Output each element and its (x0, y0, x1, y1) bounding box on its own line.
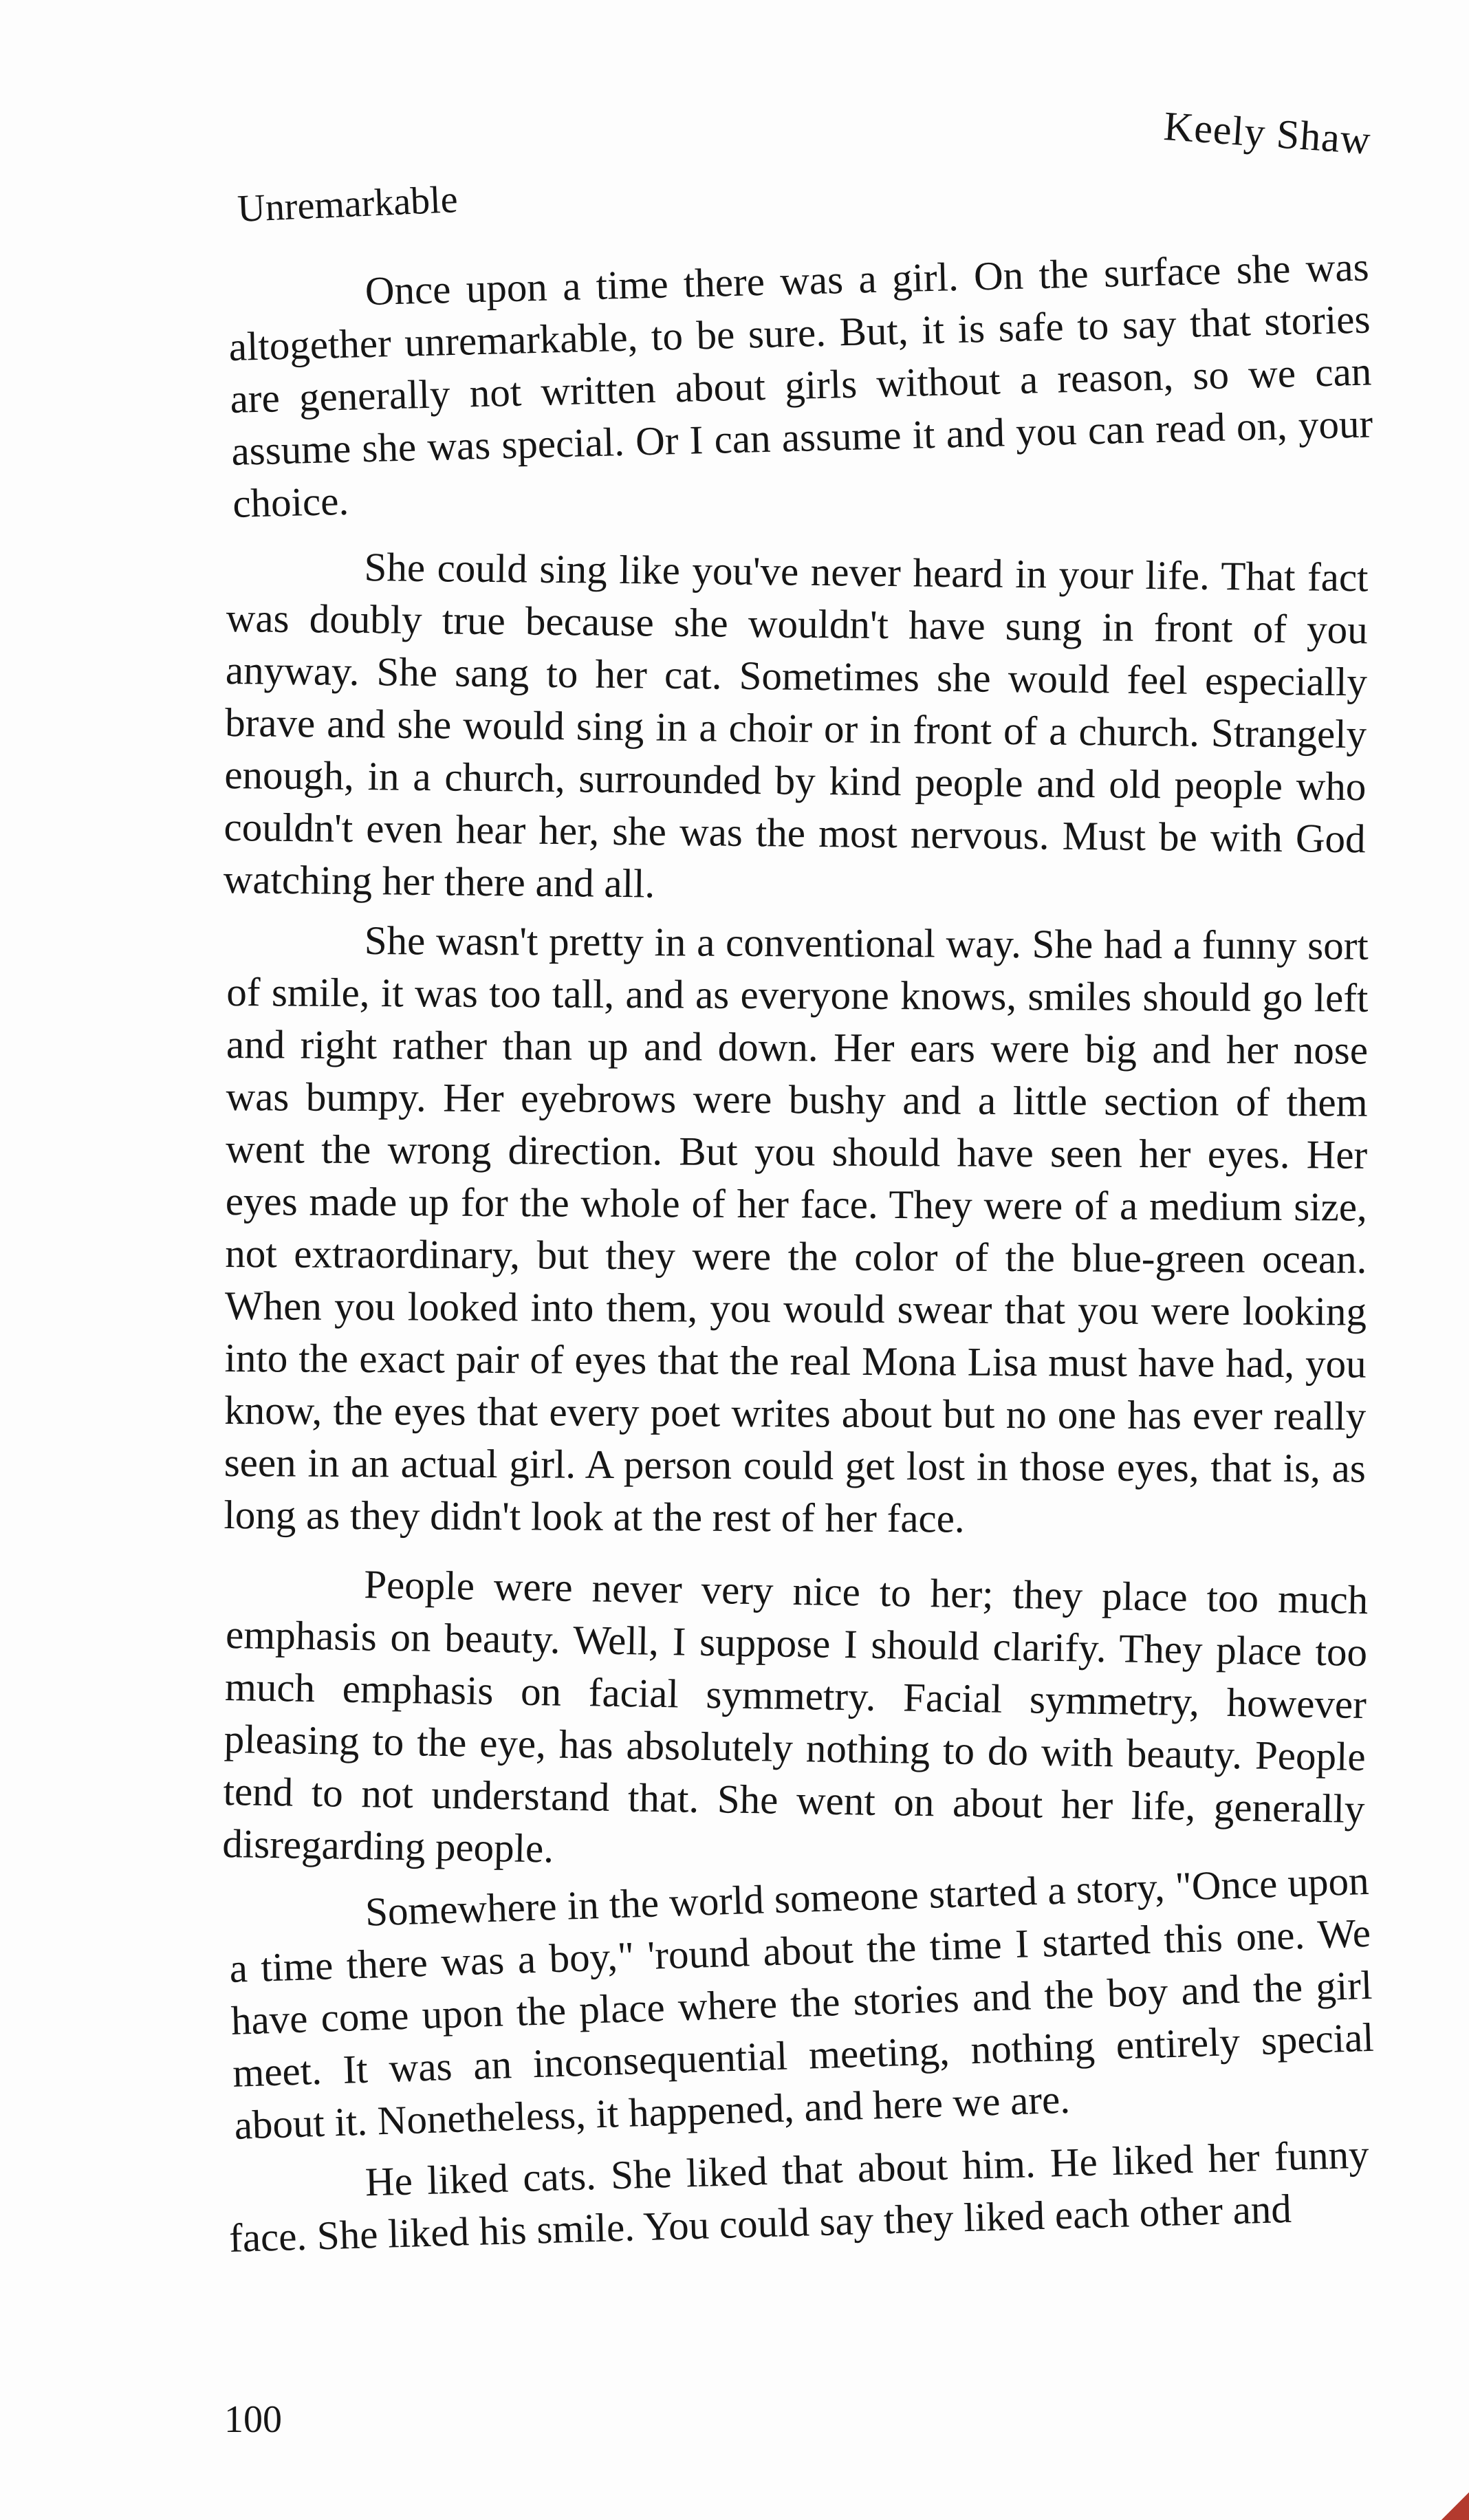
paragraph-2: She could sing like you've never heard in your life. That fact was doubly true because she wouldn't have sung in front of you anyway. She sang to her cat. Sometimes she would feel especially brave and she would sing in a choir or in front of a church. Strangely enough, in a church, surrounded by kind people and old people who couldn't even hear her, she was the most nervous. Must be with God watching her there and all. (223, 544, 1369, 906)
paragraph-5: Somewhere in the world someone started a story, "Once upon a time there was a boy," 'round about the time I started this one. We have come upon the place where the stories and the boy and the girl meet. It was an inconsequential meeting, nothing entirely special about it. Nonetheless, it happened, and here we are. (228, 1857, 1375, 2148)
page-number: 100 (224, 2398, 282, 2441)
paragraph-1: Once upon a time there was a girl. On the surface she was altogether unremarkable, to be sure. But, it is safe to say that stories are generally not written about girls without a reason, so we can assume she was special. Or I can assume it and you can read on, your choice. (228, 243, 1373, 526)
author-name: Keely Shaw (1162, 102, 1373, 163)
story-body (221, 243, 1375, 2264)
paragraph-4: People were never very nice to her; they place too much emphasis on beauty. Well, I suppose I should clarify. They place too much emphasis on facial symmetry. Facial symmetry, however pleasing to the eye, has absolutely nothing to do with beauty. People tend to not understand that. She went on about her life, generally disregarding people. (221, 1561, 1369, 1871)
paragraph-3: She wasn't pretty in a conventional way. She had a funny sort of smile, it was too tall, and as everyone knows, smiles should go left and right rather than up and down. Her ears were big and her nose was bumpy. Her eyebrows were bushy and a little section of them went the wrong direction. But you should have seen her eyes. Her eyes made up for the whole of her face. They were of a medium size, not extraordinary, but they were the color of the blue-green ocean. When you looked into them, you would swear that you were looking into the exact pair of eyes that the real Mona Lisa must have had, you know, the eyes that every poet writes about but no one has ever really seen in an actual girl. A person could get lost in those eyes, that is, as long as they didn't look at the rest of her face. (224, 917, 1369, 1541)
page-edge-decoration (1441, 2492, 1469, 2520)
paragraph-6: He liked cats. She liked that about him. He liked her funny face. She liked his smile. You could say they liked each other and (228, 2131, 1370, 2261)
story-title: Unremarkable (237, 178, 459, 230)
